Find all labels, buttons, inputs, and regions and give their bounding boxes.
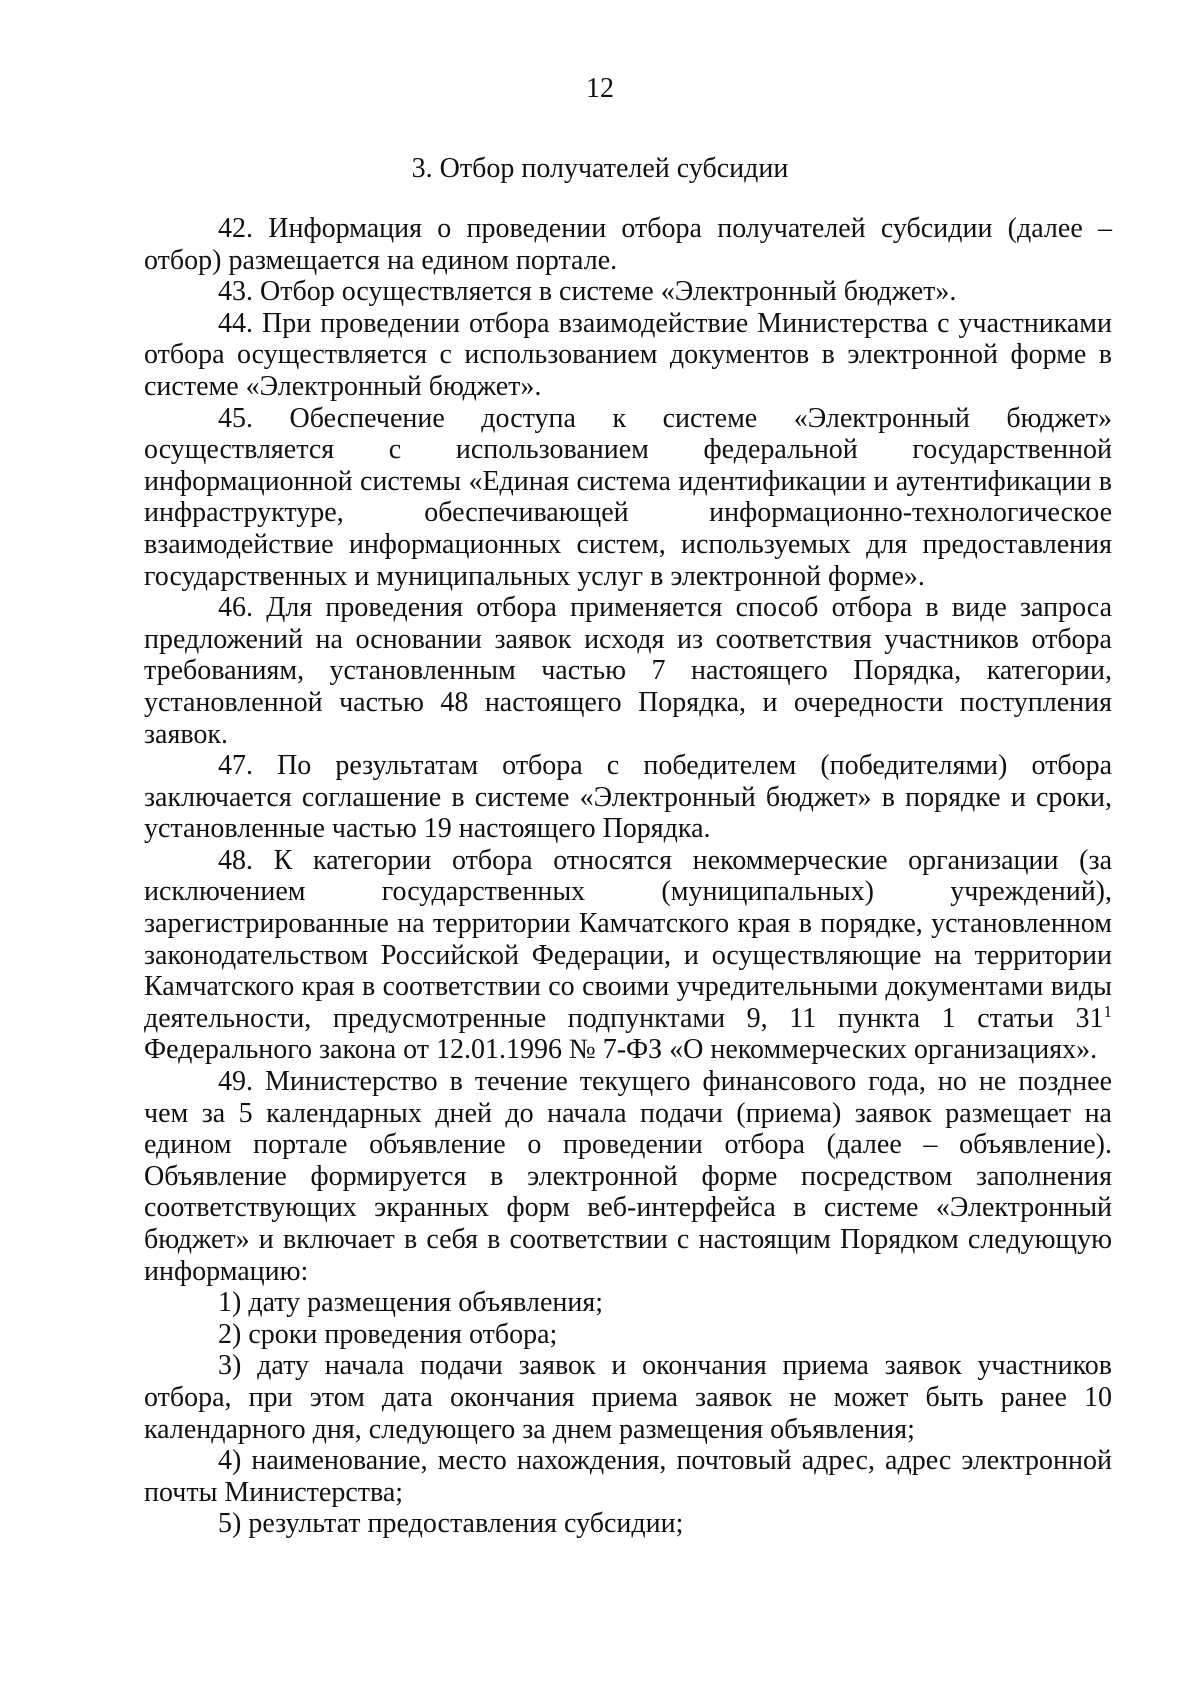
list-item-1: 1) дату размещения объявления; — [218, 1287, 603, 1319]
paragraph-48 — [144, 845, 1112, 1066]
page-number: 12 — [586, 73, 614, 104]
list-item-3: 3) дату начала подачи заявок и окончания приема заявок участников отбора, при этом дата окончания приема заявок не может быть ранее 10 календарного дня, следующего за днем размещения объявления; — [144, 1350, 1112, 1445]
list-item-4: 4) наименование, место нахождения, почтовый адрес, адрес электронной почты Министерства; — [144, 1445, 1112, 1508]
section-title: 3. Отбор получателей субсидии — [411, 153, 789, 184]
body-text — [144, 213, 1112, 1540]
paragraph-49: 49. Министерство в течение текущего финансового года, но не позднее чем за 5 календарных дней до начала подачи (приема) заявок размещает на едином портале объявление о проведении отбора (далее – объявление). Объявление формируется в электронной форме посредством заполнения соответствующих экранных форм веб-интерфейса в системе «Электронный бюджет» и включает в себя в соответствии с настоящим Порядком следующую информацию: — [144, 1066, 1112, 1287]
paragraph-42: 42. Информация о проведении отбора получателей субсидии (далее – отбор) размещается на едином портале. — [144, 213, 1112, 276]
paragraph-48-text: 48. К категории отбора относятся некоммерческие организации (за исключением государственных (муниципальных) учреждений), зарегистрированные на территории Камчатского края в порядке, установленном законодательством Российской Федерации, и осуществляющие на территории Камчатского края в соответствии со своими учредительными документами виды деятельности, предусмотренные подпунктами 9, 11 пункта 1 статьи 31 — [144, 844, 1112, 1034]
paragraph-48-text-end: Федерального закона от 12.01.1996 № 7-ФЗ «О некоммерческих организациях». — [144, 1034, 1098, 1066]
paragraph-43: 43. Отбор осуществляется в системе «Электронный бюджет». — [218, 276, 957, 308]
paragraph-47: 47. По результатам отбора с победителем (победителями) отбора заключается соглашение в системе «Электронный бюджет» в порядке и сроки, установленные частью 19 настоящего Порядка. — [144, 750, 1112, 845]
paragraph-45: 45. Обеспечение доступа к системе «Электронный бюджет» осуществляется с использованием федеральной государственной информационной системы «Единая система идентификации и аутентификации в инфраструктуре, обеспечивающей информационно-технологическое взаимодействие информационных систем, используемых для предоставления государственных и муниципальных услуг в электронной форме». — [144, 402, 1112, 592]
list-item-5: 5) результат предоставления субсидии; — [218, 1508, 684, 1540]
paragraph-44: 44. При проведении отбора взаимодействие Министерства с участниками отбора осуществляется с использованием документов в электронной форме в системе «Электронный бюджет». — [144, 307, 1112, 402]
paragraph-46: 46. Для проведения отбора применяется способ отбора в виде запроса предложений на основании заявок исходя из соответствия участников отбора требованиям, установленным частью 7 настоящего Порядка, категории, установленной частью 48 настоящего Порядка, и очередности поступления заявок. — [144, 592, 1112, 750]
superscript: 1 — [1103, 1001, 1112, 1021]
list-item-2: 2) сроки проведения отбора; — [218, 1318, 558, 1350]
